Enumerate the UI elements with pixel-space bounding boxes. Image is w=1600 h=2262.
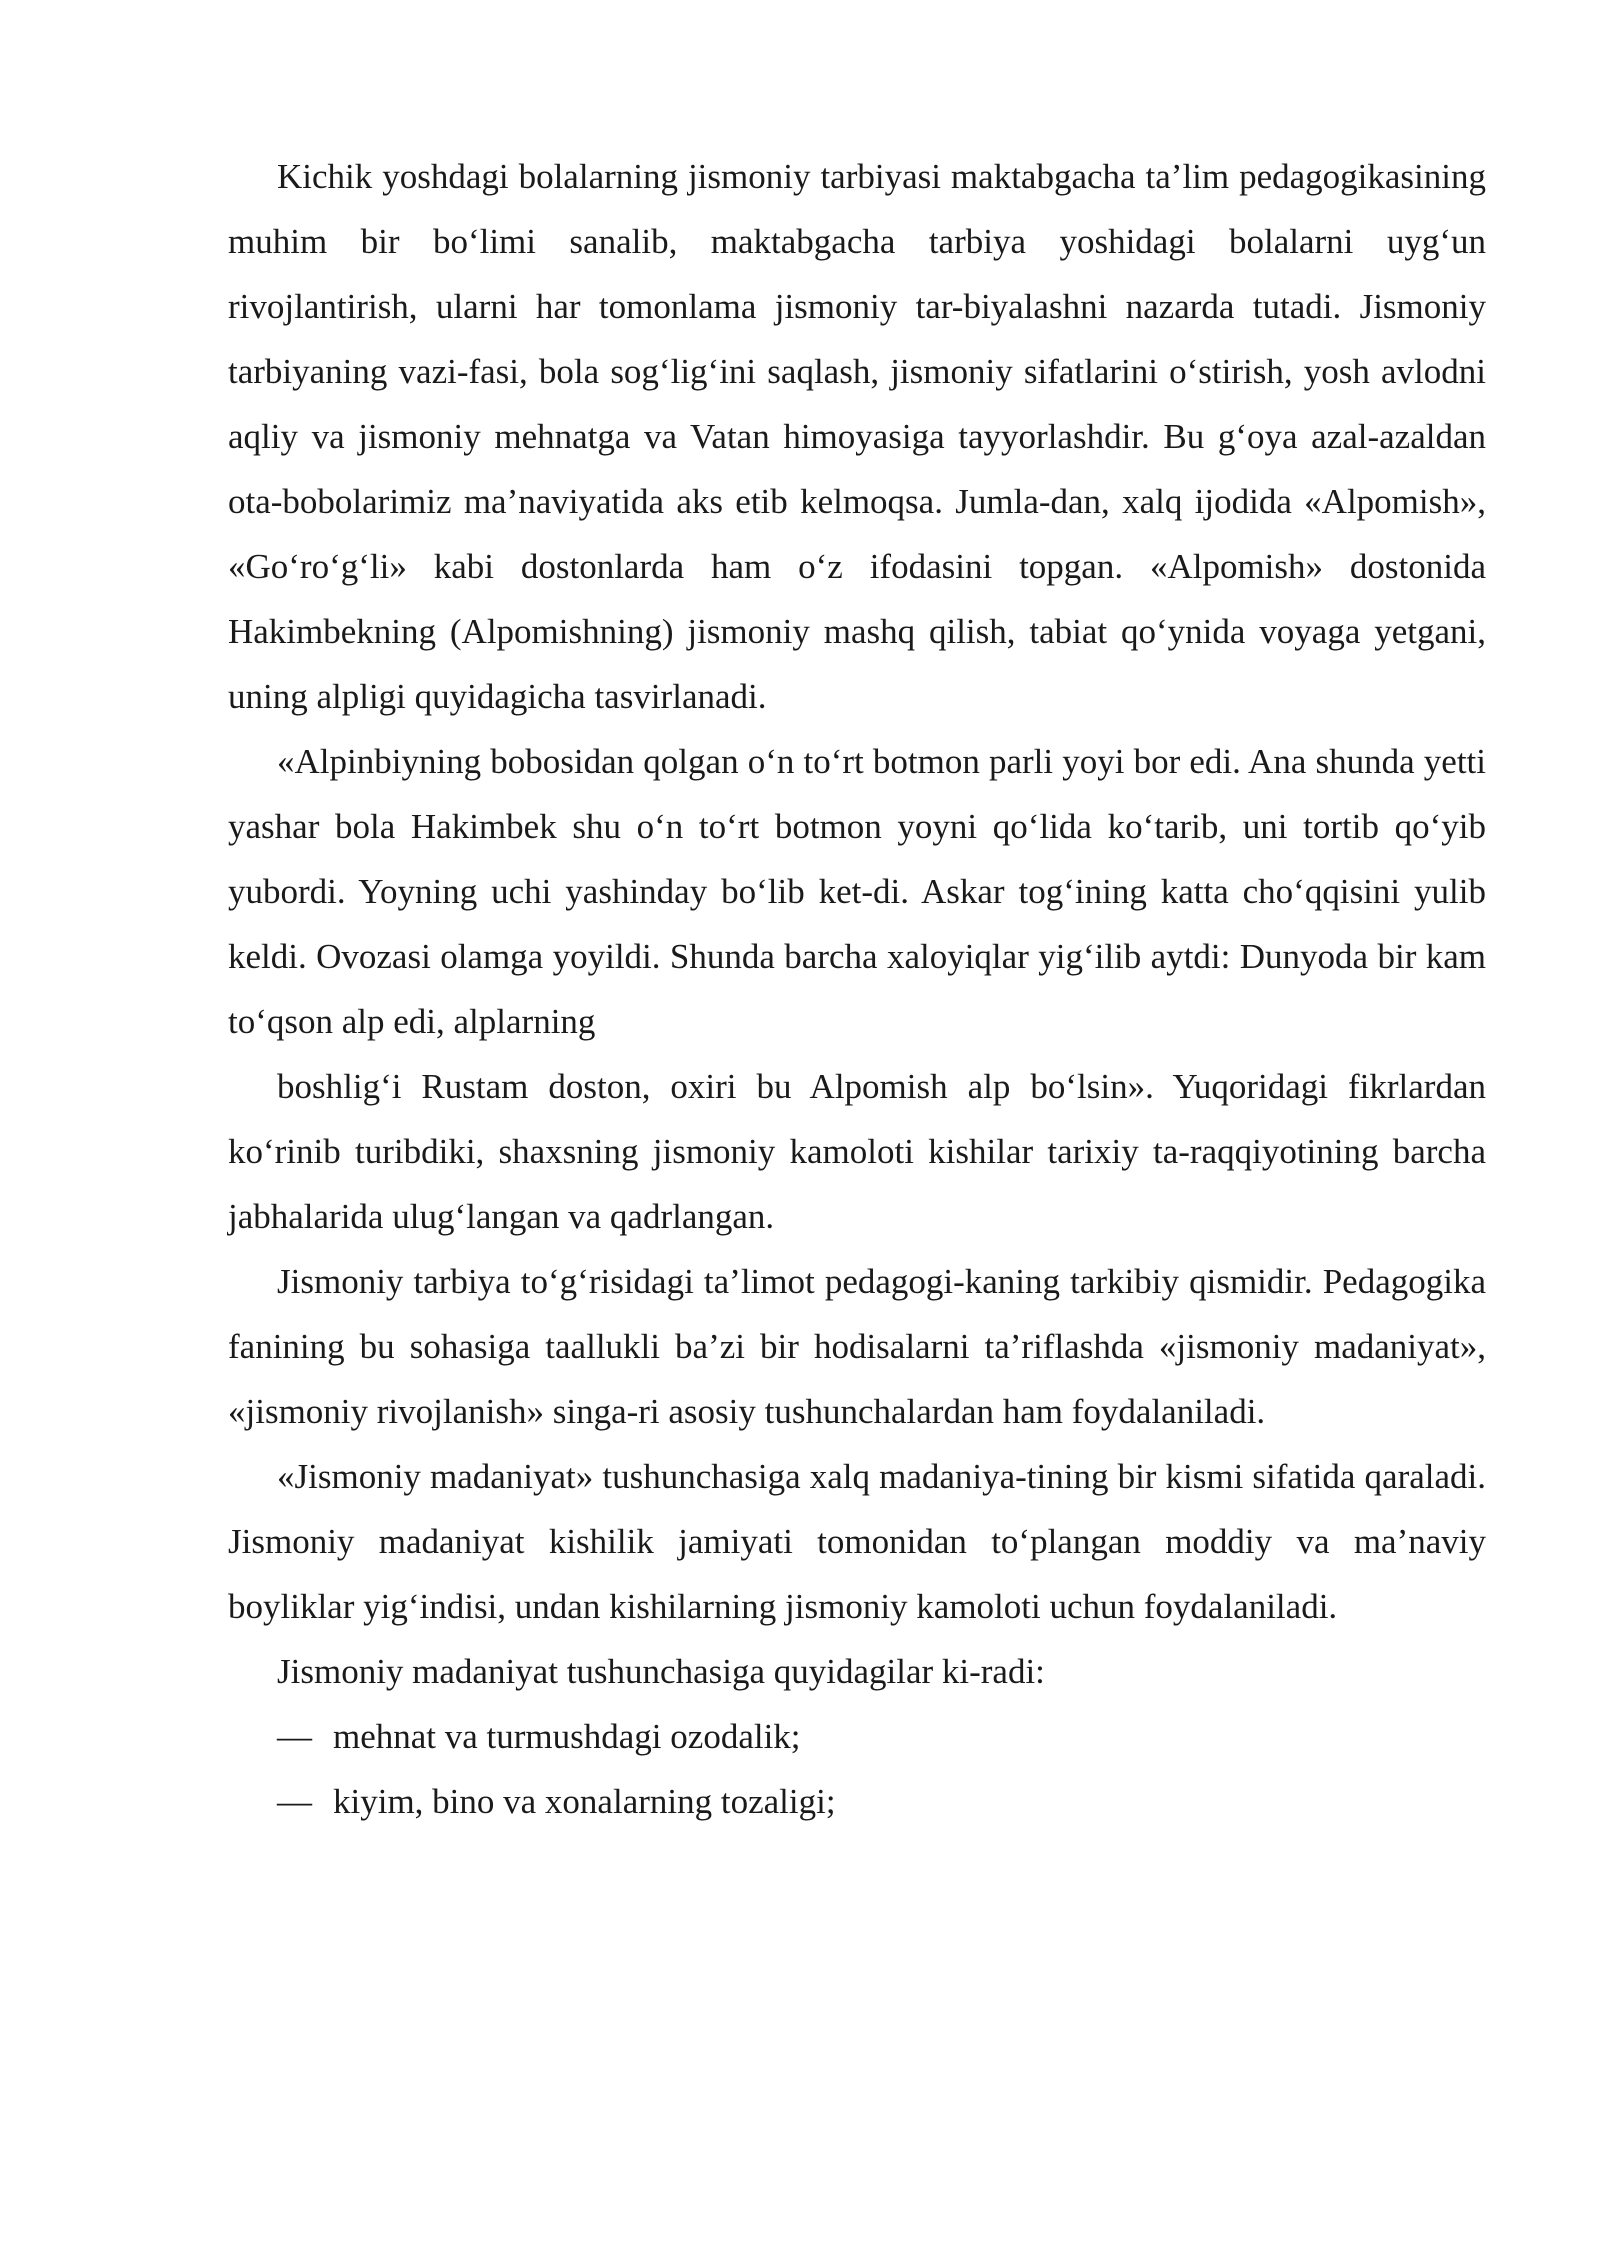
paragraph-5: «Jismoniy madaniyat» tushunchasiga xalq madaniya-tining bir kismi sifatida qaraladi. Jismoniy madaniyat kishilik jamiyati tomonidan to‘plangan moddiy va ma’naviy boyliklar yig‘indisi, undan kishilarning jismoniy kamoloti uchun foydalaniladi. bbox=[228, 1457, 1486, 1626]
dash-bullet: — bbox=[277, 1782, 312, 1821]
list-item bbox=[228, 1769, 1486, 1834]
list-item-text: mehnat va turmushdagi ozodalik; bbox=[333, 1717, 801, 1756]
paragraph-6: Jismoniy madaniyat tushunchasiga quyidagilar ki-radi: bbox=[277, 1652, 1045, 1691]
list-item-text: kiyim, bino va xonalarning tozaligi; bbox=[333, 1782, 836, 1821]
paragraph-4: Jismoniy tarbiya to‘g‘risidagi ta’limot pedagogi-kaning tarkibiy qismidir. Pedagogika fanining bu sohasiga taallukli ba’zi bir hodisalarni ta’riflashda «jismoniy madaniyat», «jismoniy rivojlanish» singa-ri asosiy tushunchalardan ham foydalaniladi. bbox=[228, 1262, 1486, 1431]
dash-bullet: — bbox=[277, 1717, 312, 1756]
paragraph-2: «Alpinbiyning bobosidan qolgan o‘n to‘rt botmon parli yoyi bor edi. Ana shunda yetti yashar bola Hakimbek shu o‘n to‘rt botmon yoyni qo‘lida ko‘tarib, uni tortib qo‘yib yubordi. Yoyning uchi yashinday bo‘lib ket-di. Askar tog‘ining katta cho‘qqisini yulib keldi. Ovozasi olamga yoyildi. Shunda barcha xaloyiqlar yig‘ilib aytdi: Dunyoda bir kam to‘qson alp edi, alplarning bbox=[228, 742, 1486, 1041]
paragraph-1: Kichik yoshdagi bolalarning jismoniy tarbiyasi maktabgacha ta’lim pedagogikasining muhim bir bo‘limi sanalib, maktabgacha tarbiya yoshidagi bolalarni uyg‘un rivojlantirish, ularni har tomonlama jismoniy tar-biyalashni nazarda tutadi. Jismoniy tarbiyaning vazi-fasi, bola sog‘lig‘ini saqlash, jismoniy sifatlarini o‘stirish, yosh avlodni aqliy va jismoniy mehnatga va Vatan himoyasiga tayyorlashdir. Bu g‘oya azal-azaldan ota-bobolarimiz ma’naviyatida aks etib kelmoqsa. Jumla-dan, xalq ijodida «Alpomish», «Go‘ro‘g‘li» kabi dostonlarda ham o‘z ifodasini topgan. «Alpomish» dostonida Hakimbekning (Alpomishning) jismoniy mashq qilish, tabiat qo‘ynida voyaga yetgani, uning alpligi quyidagicha tasvirlanadi. bbox=[228, 157, 1486, 716]
list-item bbox=[228, 1704, 1486, 1769]
paragraph-3: boshlig‘i Rustam doston, oxiri bu Alpomish alp bo‘lsin». Yuqoridagi fikrlardan ko‘rinib turibdiki, shaxsning jismoniy kamoloti kishilar tarixiy ta-raqqiyotining barcha jabhalarida ulug‘langan va qadrlangan. bbox=[228, 1067, 1486, 1236]
document-page bbox=[228, 144, 1486, 1834]
